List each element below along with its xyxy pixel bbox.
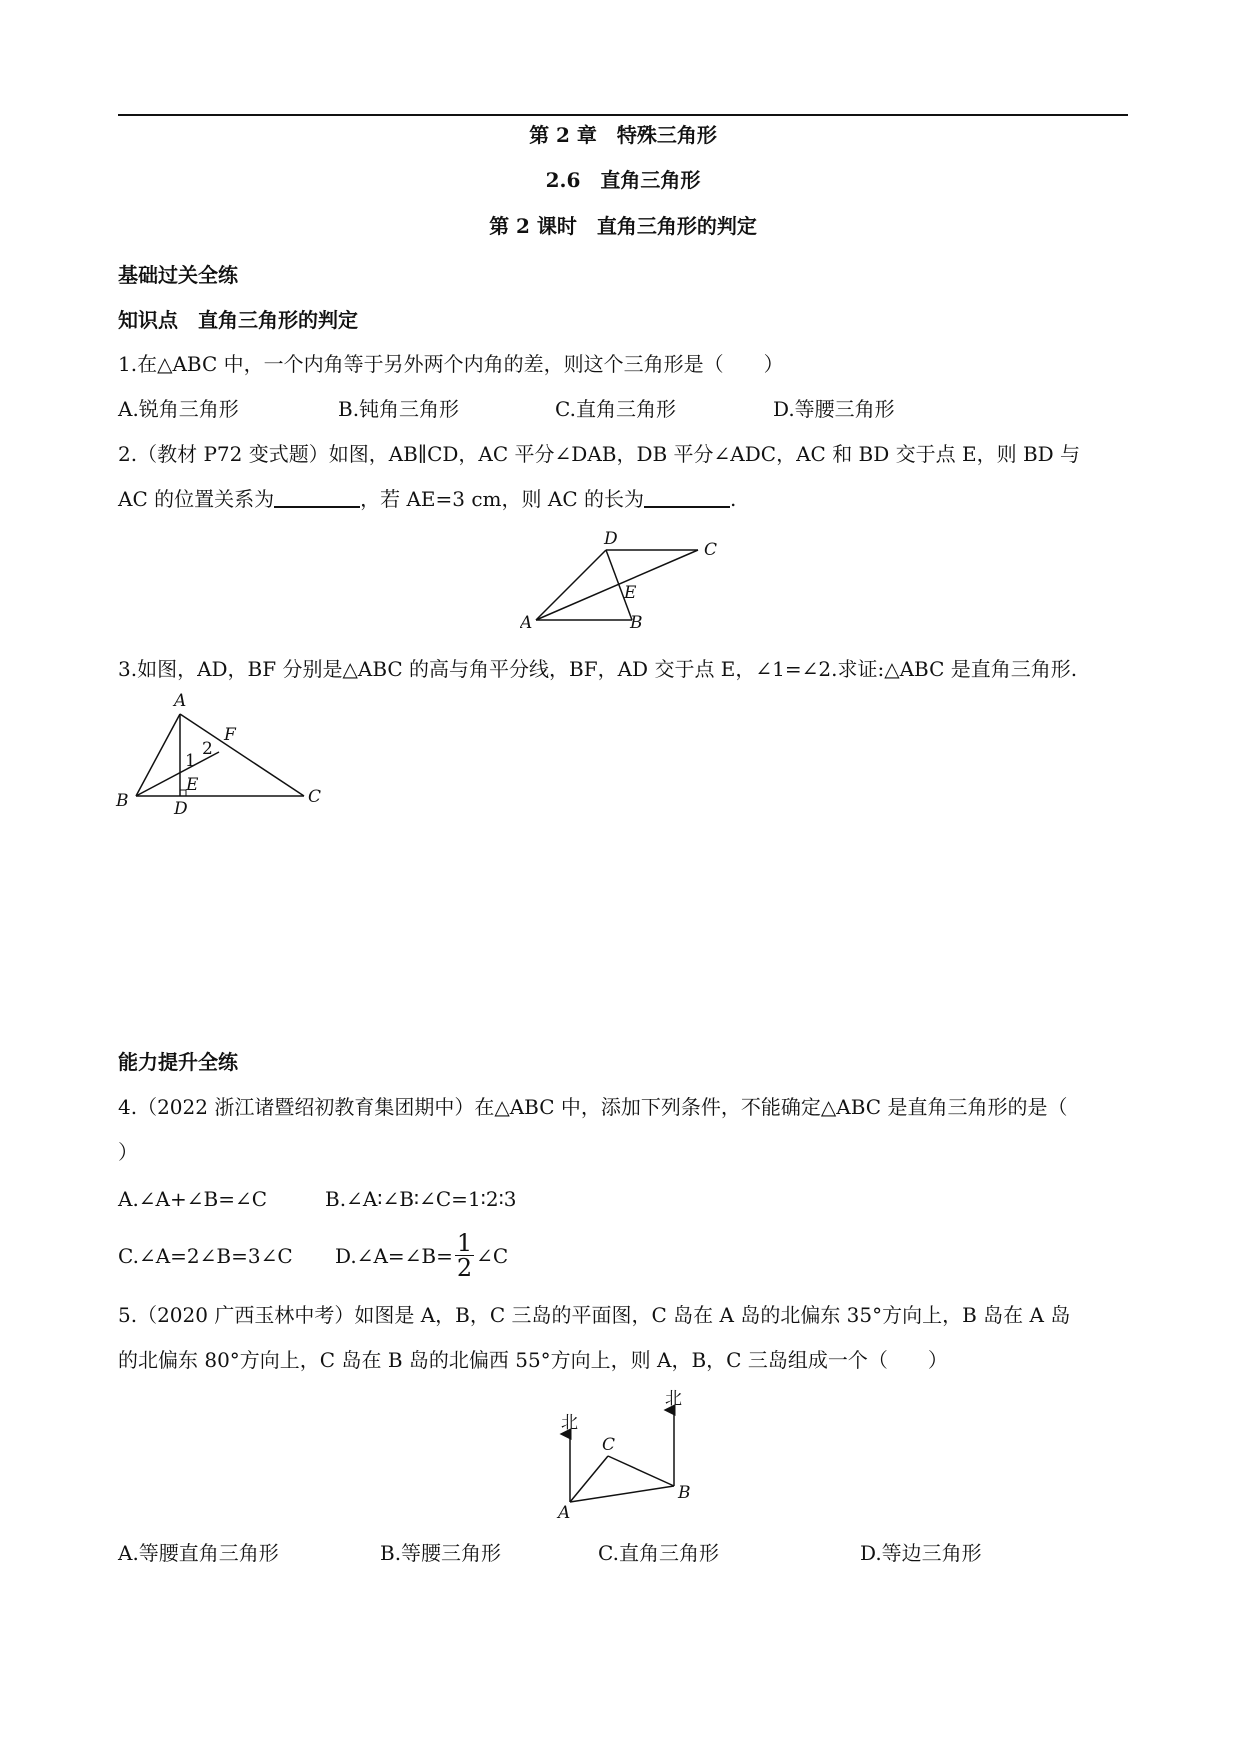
q3-label-angle1: 1 — [185, 751, 196, 771]
part1-title: 基础过关全练 — [118, 263, 238, 287]
q2-label-c: C — [704, 540, 718, 560]
q3-figure — [112, 692, 334, 814]
q4-option-d-suffix: ∠C — [476, 1244, 509, 1268]
q2-line1: 2.（教材 P72 变式题）如图，AB∥CD，AC 平分∠DAB，DB 平分∠ADC，AC 和 BD 交于点 E，则 BD 与 — [118, 442, 1081, 466]
q5-segment-ac — [570, 1456, 608, 1502]
q5-label-a: A — [558, 1503, 571, 1520]
q2-text-b: ，若 AE=3 cm，则 AC 的长为 — [360, 487, 644, 511]
q2-text-a: AC 的位置关系为 — [118, 487, 275, 511]
q2-label-b: B — [630, 613, 643, 628]
q3-label-d: D — [174, 799, 188, 814]
q2-segment-ac — [536, 550, 698, 620]
q1-stem: 1.在△ABC 中，一个内角等于另外两个内角的差，则这个三角形是（ ） — [118, 352, 784, 376]
q4-option-d — [335, 1228, 508, 1284]
q1-option-c: C.直角三角形 — [555, 397, 676, 421]
chapter-title: 第 2 章 特殊三角形 — [529, 123, 717, 147]
q5-option-c: C.直角三角形 — [598, 1541, 719, 1565]
q5-label-b: B — [678, 1483, 690, 1503]
q5-option-a: A.等腰直角三角形 — [118, 1541, 279, 1565]
topic-title: 知识点 直角三角形的判定 — [118, 308, 358, 332]
q4-line1: 4.（2022 浙江诸暨绍初教育集团期中）在△ABC 中，添加下列条件，不能确定△ABC 是直角三角形的是（ — [118, 1095, 1068, 1119]
q5-label-north-b: 北 — [665, 1389, 682, 1409]
q5-segment-ab — [570, 1486, 674, 1502]
header-rule — [118, 114, 1128, 116]
q5-option-b: B.等腰三角形 — [380, 1541, 502, 1565]
q3-label-a: A — [174, 692, 187, 711]
q4-option-c: C.∠A=2∠B=3∠C — [118, 1244, 293, 1268]
q3-label-e: E — [186, 775, 199, 795]
q5-label-north-a: 北 — [561, 1413, 578, 1433]
fraction-numerator: 1 — [456, 1229, 473, 1257]
q5-line2: 的北偏东 80°方向上，C 岛在 B 岛的北偏西 55°方向上，则 A，B，C 三岛组成一个（ ） — [118, 1348, 948, 1372]
q2-segment-ad — [536, 550, 606, 620]
q5-figure — [540, 1384, 690, 1520]
section-title: 2.6 直角三角形 — [545, 168, 701, 192]
q2-label-a: A — [520, 613, 533, 628]
q5-label-c: C — [602, 1435, 616, 1455]
q2-label-e: E — [624, 583, 637, 603]
q1-option-a: A.锐角三角形 — [118, 397, 239, 421]
q2-answer-blank-1[interactable] — [274, 486, 360, 508]
q3-stem: 3.如图，AD，BF 分别是△ABC 的高与角平分线，BF，AD 交于点 E，∠1=∠2.求证:△ABC 是直角三角形. — [118, 657, 1078, 681]
part2-title: 能力提升全练 — [118, 1050, 238, 1074]
q3-label-f: F — [224, 725, 236, 745]
q4-option-d-fraction — [455, 1231, 474, 1280]
q3-segment-ac — [180, 714, 304, 796]
q2-figure — [520, 528, 740, 628]
q5-line1: 5.（2020 广西玉林中考）如图是 A，B，C 三岛的平面图，C 岛在 A 岛的北偏东 35°方向上，B 岛在 A 岛 — [118, 1303, 1071, 1327]
q2-text-c: . — [729, 487, 737, 511]
q2-line2 — [118, 485, 736, 513]
q1-option-d: D.等腰三角形 — [773, 397, 895, 421]
q1-option-b: B.钝角三角形 — [338, 397, 460, 421]
lesson-title: 第 2 课时 直角三角形的判定 — [489, 214, 757, 238]
q4-line2: ） — [118, 1140, 138, 1164]
fraction-denominator: 2 — [456, 1254, 473, 1282]
q4-option-d-prefix: D.∠A=∠B= — [335, 1244, 453, 1268]
q3-label-c: C — [308, 787, 322, 807]
q4-option-b: B.∠A∶∠B∶∠C=1∶2∶3 — [325, 1187, 517, 1211]
q5-segment-cb — [608, 1456, 674, 1486]
q3-label-b: B — [116, 791, 129, 811]
q2-answer-blank-2[interactable] — [644, 486, 730, 508]
q4-option-a: A.∠A+∠B=∠C — [118, 1187, 268, 1211]
q2-label-d: D — [604, 529, 618, 549]
q3-label-angle2: 2 — [202, 739, 213, 759]
q5-option-d: D.等边三角形 — [860, 1541, 982, 1565]
